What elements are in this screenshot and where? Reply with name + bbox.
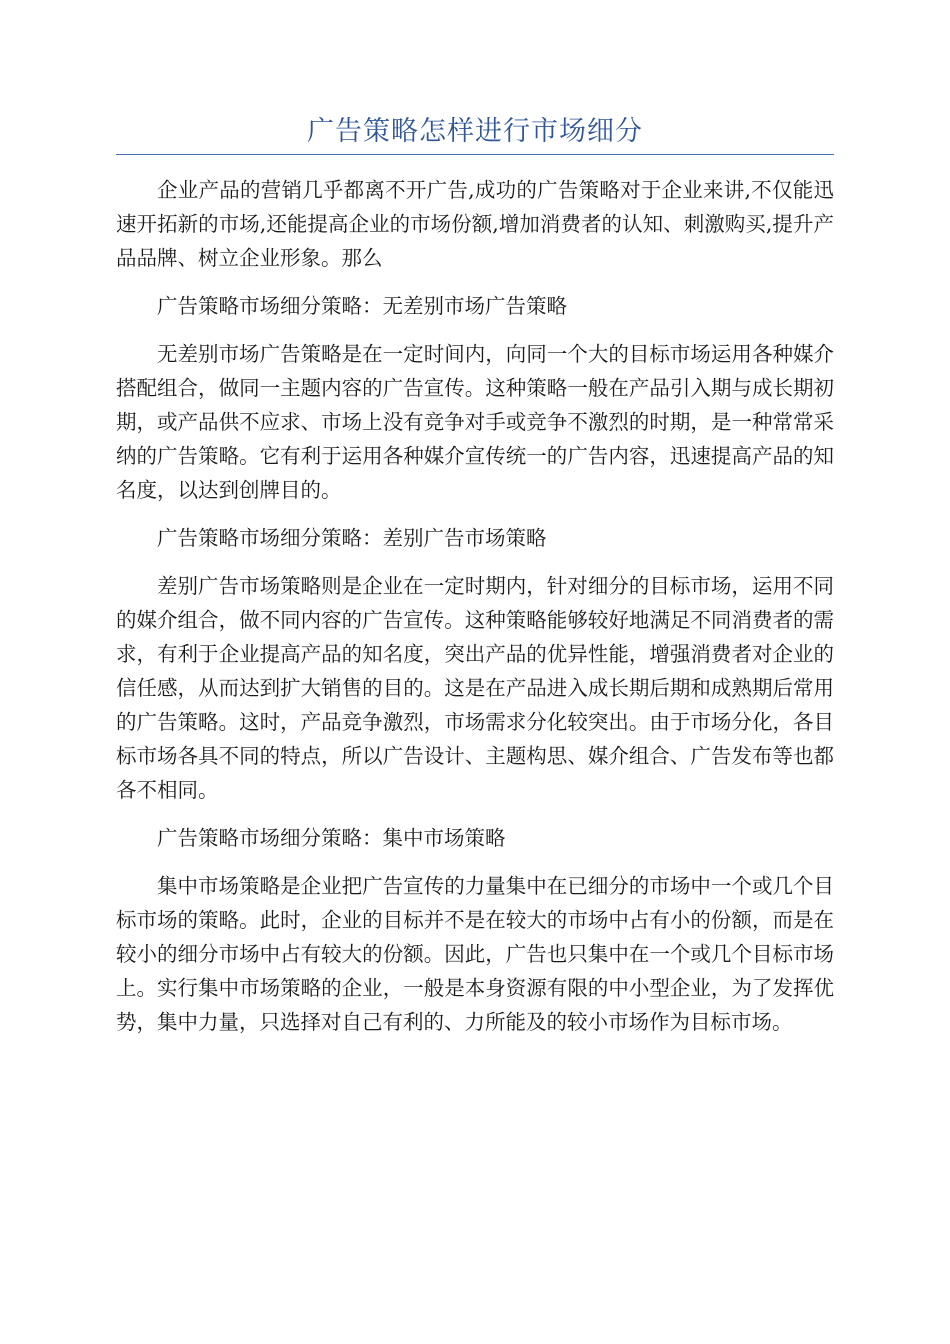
section-heading-undifferentiated: 广告策略市场细分策略：无差别市场广告策略: [157, 294, 567, 318]
intro-paragraph: 企业产品的营销几乎都离不开广告,成功的广告策略对于企业来讲,不仅能迅速开拓新的市场,还能提高企业的市场份额,增加消费者的认知、刺激购买,提升产品品牌、树立企业形象。那么: [116, 178, 834, 270]
paragraph-concentrated: 集中市场策略是企业把广告宣传的力量集中在已细分的市场中一个或几个目标市场的策略。此时，企业的目标并不是在较大的市场中占有小的份额，而是在较小的细分市场中占有较大的份额。因此，广告也只集中在一个或几个目标市场上。实行集中市场策略的企业，一般是本身资源有限的中小型企业，为了发挥优势，集中力量，只选择对自己有利的、力所能及的较小市场作为目标市场。: [116, 874, 834, 1034]
paragraph-undifferentiated: 无差别市场广告策略是在一定时间内，向同一个大的目标市场运用各种媒介搭配组合，做同一主题内容的广告宣传。这种策略一般在产品引入期与成长期初期，或产品供不应求、市场上没有竞争对手或竞争不激烈的时期，是一种常常采纳的广告策略。它有利于运用各种媒介宣传统一的广告内容，迅速提高产品的知名度，以达到创牌目的。: [116, 342, 834, 502]
document-title: 广告策略怎样进行市场细分: [116, 112, 834, 155]
document-page: [116, 112, 834, 1053]
paragraph-differentiated: 差别广告市场策略则是企业在一定时期内，针对细分的目标市场，运用不同的媒介组合，做不同内容的广告宣传。这种策略能够较好地满足不同消费者的需求，有利于企业提高产品的知名度，突出产品的优异性能，增强消费者对企业的信任感，从而达到扩大销售的目的。这是在产品进入成长期后期和成熟期后常用的广告策略。这时，产品竞争激烈，市场需求分化较突出。由于市场分化，各目标市场各具不同的特点，所以广告设计、主题构思、媒介组合、广告发布等也都各不相同。: [116, 574, 834, 802]
section-heading-differentiated: 广告策略市场细分策略：差别广告市场策略: [157, 526, 547, 550]
section-heading-concentrated: 广告策略市场细分策略：集中市场策略: [157, 826, 506, 850]
